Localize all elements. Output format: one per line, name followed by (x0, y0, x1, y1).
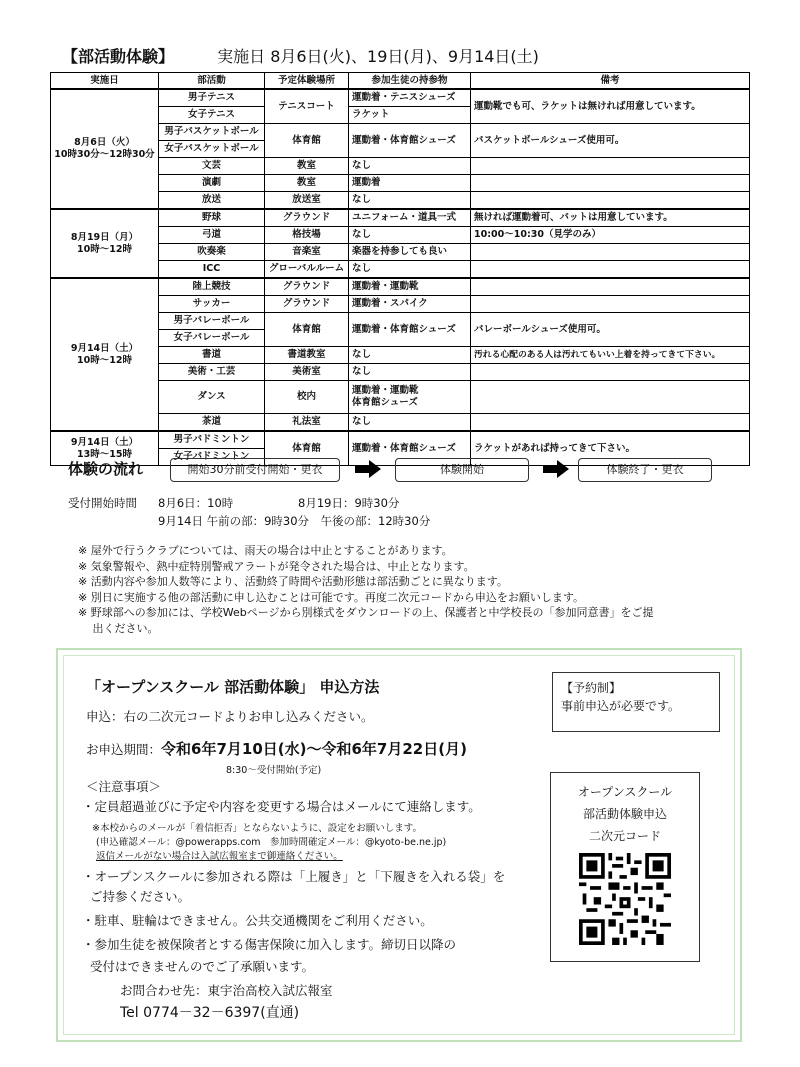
items-cell: なし (349, 364, 471, 381)
items-cell: 運動着・体育館シューズ (349, 313, 471, 347)
note-cell (471, 381, 750, 414)
items-cell: 運動着・体育館シューズ (349, 431, 471, 466)
club-cell: 吹奏楽 (159, 244, 265, 261)
note-cell (471, 261, 750, 279)
note-cell (471, 296, 750, 313)
note-cell: 運動靴でも可、ラケットは無ければ用意しています。 (471, 89, 750, 124)
items-cell: ラケット (349, 107, 471, 124)
club-cell: 女子バレーボール (159, 330, 265, 347)
note-cell (471, 244, 750, 261)
qr-code-icon[interactable] (579, 853, 671, 945)
items-cell: ユニフォーム・道具一式 (349, 209, 471, 227)
table-row (51, 278, 750, 296)
apply-instructions: 申込：右の二次元コードよりお申し込みください。 (86, 709, 374, 724)
caution-item-cont: 受付はできませんのでご了承願います。 (90, 959, 315, 974)
reception-aug6: 8月6日：10時 (158, 496, 234, 510)
page-header (62, 44, 539, 67)
col-note: 備考 (471, 73, 750, 90)
items-cell: 運動着・運動靴 (349, 278, 471, 296)
flow-step-3: 体験終了・更衣 (578, 458, 712, 482)
note-cell (471, 158, 750, 175)
contact-line: お問合わせ先：東宇治高校入試広報室 (120, 983, 333, 998)
qr-label: 二次元コード (588, 829, 661, 843)
date-cell: 8月19日（月） 10時～12時 (51, 209, 159, 278)
club-cell: 陸上競技 (159, 278, 265, 296)
reception-aug19: 8月19日：9時30分 (298, 496, 400, 510)
place-cell: グラウンド (265, 209, 349, 227)
date-cell: 9月14日（土） 10時～12時 (51, 278, 159, 431)
place-cell: グラウンド (265, 296, 349, 313)
place-cell: 美術室 (265, 364, 349, 381)
place-cell: グラウンド (265, 278, 349, 296)
club-cell: 茶道 (159, 414, 265, 432)
col-club: 部活動 (159, 73, 265, 90)
flow-step-2: 体験開始 (395, 458, 529, 482)
qr-label: オープンスクール (577, 785, 673, 799)
reservation-title: 【予約制】 (561, 681, 622, 695)
items-cell: なし (349, 192, 471, 210)
period-label: お申込期間： (86, 742, 162, 757)
club-cell: 演劇 (159, 175, 265, 192)
club-cell: ダンス (159, 381, 265, 414)
note-cell: ラケットがあれば持ってきて下さい。 (471, 431, 750, 466)
reservation-box (552, 672, 720, 732)
note-cell (471, 414, 750, 432)
caution-subnote: (申込確認メール：@powerapps.com 参加時間確定メール：@kyoto-be.ne.jp) (96, 837, 447, 848)
col-place: 予定体験場所 (265, 73, 349, 90)
note-item: ※ 別日に実施する他の部活動に申し込むことは可能です。再度二次元コードから申込をお願いします。 (78, 590, 584, 604)
club-cell: 男子バスケットボール (159, 124, 265, 141)
place-cell: 体育館 (265, 431, 349, 466)
table-row (51, 209, 750, 227)
arrow-right-icon (543, 460, 569, 478)
notes-list (78, 543, 758, 636)
place-cell: 体育館 (265, 124, 349, 158)
club-cell: 女子テニス (159, 107, 265, 124)
club-cell: 男子テニス (159, 89, 265, 107)
qr-label: 部活動体験申込 (582, 807, 667, 821)
header-dates: 実施日 8月6日(火)、19日(月)、9月14日(土) (217, 47, 539, 66)
period-value: 令和6年7月10日(水)～令和6年7月22日(月) (161, 740, 467, 758)
period-note: 8:30～受付開始(予定) (226, 765, 322, 776)
caution-item: ・定員超過並びに予定や内容を変更する場合はメールにて連絡します。 (82, 799, 481, 814)
club-cell: 弓道 (159, 227, 265, 244)
table-header-row (51, 73, 750, 90)
club-cell: 女子バドミントン (159, 449, 265, 466)
place-cell: 格技場 (265, 227, 349, 244)
note-item: 出ください。 (78, 621, 159, 635)
arrow-right-icon (355, 460, 381, 478)
caution-heading: ＜注意事項＞ (86, 779, 162, 794)
reception-sep14: 9月14日 午前の部：9時30分 午後の部：12時30分 (158, 514, 431, 528)
items-cell: なし (349, 158, 471, 175)
caution-item: ・オープンスクールに参加される際は「上履き」と「下履きを入れる袋」を (82, 869, 506, 884)
club-cell: 書道 (159, 347, 265, 364)
reception-label: 受付開始時間 (68, 496, 137, 510)
items-cell: 運動着・テニスシューズ (349, 89, 471, 107)
place-cell: 体育館 (265, 313, 349, 347)
caution-item: ・駐車、駐輪はできません。公共交通機関をご利用ください。 (82, 913, 433, 928)
items-cell: 楽器を持参しても良い (349, 244, 471, 261)
place-cell: 教室 (265, 158, 349, 175)
note-item: ※ 活動内容や参加人数等により、活動終了時間や活動形態は部活動ごとに異なります。 (78, 575, 508, 588)
note-cell: 汚れる心配のある人は汚れてもいい上着を持ってきて下さい。 (471, 347, 750, 364)
items-cell: 運動着 (349, 175, 471, 192)
date-cell: 8月6日（火） 10時30分～12時30分 (51, 89, 159, 209)
club-cell: 男子バドミントン (159, 431, 265, 449)
caution-subnote: ※本校からのメールが「着信拒否」とならないように、設定をお願いします。 (92, 823, 423, 834)
place-cell: 音楽室 (265, 244, 349, 261)
club-cell: 女子バスケットボール (159, 141, 265, 158)
items-cell: なし (349, 347, 471, 364)
place-cell: 教室 (265, 175, 349, 192)
note-cell: 無ければ運動着可、バットは用意しています。 (471, 209, 750, 227)
place-cell: 礼法室 (265, 414, 349, 432)
note-cell (471, 175, 750, 192)
col-items: 参加生徒の持参物 (349, 73, 471, 90)
club-cell: サッカー (159, 296, 265, 313)
table-row (51, 89, 750, 107)
place-cell: テニスコート (265, 89, 349, 124)
note-cell (471, 364, 750, 381)
items-cell: なし (349, 227, 471, 244)
period-line (86, 740, 467, 759)
qr-panel (550, 772, 700, 962)
items-cell: なし (349, 414, 471, 432)
note-cell: バレーボールシューズ使用可。 (471, 313, 750, 347)
note-cell (471, 278, 750, 296)
items-cell: 運動着・体育館シューズ (349, 124, 471, 158)
place-cell: 書道教室 (265, 347, 349, 364)
application-title: 「オープンスクール 部活動体験」 申込方法 (86, 678, 380, 696)
note-cell: バスケットボールシューズ使用可。 (471, 124, 750, 158)
club-cell: 文芸 (159, 158, 265, 175)
caution-item-cont: ご持参ください。 (90, 889, 191, 904)
reception-times (68, 494, 430, 530)
note-item: ※ 屋外で行うクラブについては、雨天の場合は中止とすることがあります。 (78, 544, 453, 557)
items-cell: なし (349, 261, 471, 279)
place-cell: グローバルルーム (265, 261, 349, 279)
items-cell: 運動着・運動靴 体育館シューズ (349, 381, 471, 414)
club-cell: ICC (159, 261, 265, 279)
table-row (51, 431, 750, 449)
place-cell: 放送室 (265, 192, 349, 210)
flow-step-1: 開始30分前受付開始・更衣 (170, 458, 340, 482)
place-cell: 校内 (265, 381, 349, 414)
note-item: ※ 野球部への参加には、学校Webページから別様式をダウンロードの上、保護者と中学校長の「参加同意書」をご提 (78, 606, 654, 619)
note-cell (471, 192, 750, 210)
reservation-text: 事前申込が必要です。 (561, 699, 681, 713)
date-cell: 9月14日（土） 13時～15時 (51, 431, 159, 466)
club-cell: 放送 (159, 192, 265, 210)
tel-line: Tel 0774－32－6397(直通) (120, 1005, 300, 1021)
header-title: 【部活動体験】 (62, 47, 175, 66)
club-cell: 美術・工芸 (159, 364, 265, 381)
col-date: 実施日 (51, 73, 159, 90)
note-item: ※ 気象警報や、熱中症特別警戒アラートが発令された場合は、中止となります。 (78, 559, 475, 573)
caution-item: ・参加生徒を被保険者とする傷害保険に加入します。締切日以降の (82, 937, 457, 952)
club-cell: 男子バレーボール (159, 313, 265, 330)
club-cell: 野球 (159, 209, 265, 227)
note-cell: 10:00～10:30（見学のみ） (471, 227, 750, 244)
flow-title: 体験の流れ (68, 460, 144, 478)
items-cell: 運動着・スパイク (349, 296, 471, 313)
schedule-table (50, 72, 750, 466)
caution-subnote: 返信メールがない場合は入試広報室まで御連絡ください。 (96, 851, 343, 862)
